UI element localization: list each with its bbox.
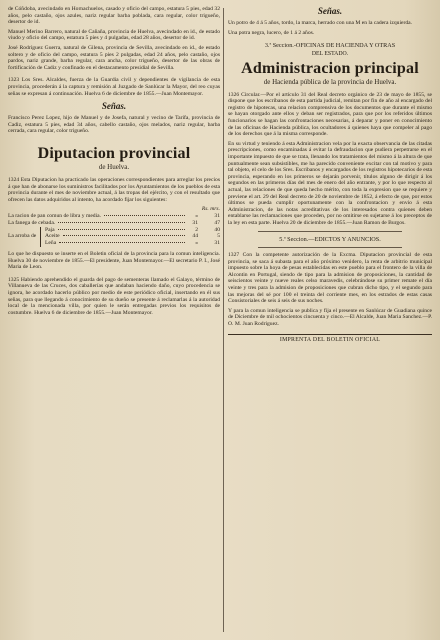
table-row [45, 240, 220, 247]
paragraph: 1326 Circular.—Por el artículo 31 del Real decreto orgánico de 23 de mayo de 1855, se dispone que los escribanos de esta partida judicial, remitan por fin de año al encargado del registro de hipotecas, una relacion comprensiva de los documentos que durante el mismo se hayan otorgado ante ellos y deban ser registrados, para que por los referidos últimos funcionarios se hagan las confrontaciones necesarias, á deparar y poner en conocimiento de las oficinas de Hacienda pública, los ocultadores á quienes haya que compeler al pago de los derechos que á la misma corresponde. [228, 91, 432, 138]
senas-heading: Señas. [317, 6, 343, 16]
column-divider [223, 8, 224, 632]
section-heading: 3.ª Seccion.-OFICINAS DE HACIENDA Y OTRAS [264, 42, 396, 50]
dot-leader [63, 235, 185, 236]
rs-value: 2 [195, 226, 198, 233]
table-row [45, 233, 220, 240]
diputacion-title: Diputacion provincial [37, 144, 191, 162]
brace-line [40, 227, 43, 247]
group-label [8, 227, 40, 247]
dot-leader [59, 242, 185, 243]
mrs-value: 47 [214, 219, 220, 226]
paragraph: Un potro de 4 á 5 años, tordo, la marca, herrado con una M en la cadera izquierda. [228, 20, 413, 26]
table-header: Rs. mrs. [201, 206, 220, 213]
row-label: Leña [45, 240, 57, 247]
dot-leader [58, 229, 185, 230]
rs-value: » [195, 240, 198, 247]
diputacion-subtitle: de Huelva. [98, 162, 130, 171]
paragraph: de Cóñdoba, avecindado en Hornachuelos, casado y oficio del campo, estatura 5 pies, edad 32 años, pelo castaño, ojos azules, nariz regular barba poblada, cara regular, color trigueño, desertor de id. [8, 6, 220, 26]
section-divider [258, 231, 402, 232]
arroba-group [8, 227, 220, 247]
group-label-text: La arroba de [8, 233, 37, 240]
printer-footer: IMPRENTA DEL BOLETIN OFICIAL [228, 334, 432, 344]
table-row [8, 220, 220, 227]
rs-value: 31 [192, 219, 198, 226]
paragraph: 1327 Con la competente autorización de la Excma. Diputacion provincial de esta provincia, se saca á subasta para el año próximo venidero, la renta de arbitrio municipal impuesto sobre la hoya de pesas establecidas en este pueblo para el frontero de la villa de Alcontin en Portugal, siendo de tipo para la admision de proposiciones, la cantidad de seiscientos veinte y nueve reales celso maravedis, celebrándose su primer remate el día veinte y tres para la admision de proposiciones que cubran dicho tipo, y el segundo para las mejoras del sé por 100 el treinta del corriente mes, en los estrados de estas casas Consistoriales de seis á seis de sus noches. [228, 252, 432, 305]
administracion-title: Administracion principal [241, 59, 419, 77]
section-heading-sub: DEL ESTADO. [311, 50, 349, 57]
rs-value: 44 [192, 233, 198, 240]
mrs-value: 40 [214, 226, 220, 233]
paragraph: Una potra negra, lucero, de 1 á 2 años. [228, 29, 315, 36]
dot-leader [58, 222, 185, 223]
left-column [8, 6, 220, 634]
price-table [8, 206, 220, 247]
senas-heading: Señas. [101, 101, 127, 112]
table-row [8, 213, 220, 220]
paragraph: 1323 Los Sres. Alcaldes, fuerza de la Guardia civil y dependientes de vigilancia de esta provincia, procederán á la captura y remisión al Juzgado de Sanlúcar la Mayor, del reo cuyas señas se expresan á continuación. Huelva 6 de diciembre de 1855.—Juan Montemayor. [8, 77, 220, 97]
row-label: La racion de pan comun de libra y media. [8, 213, 102, 220]
administracion-subtitle: de Hacienda pública de la provincia de Huelva. [263, 77, 397, 86]
mrs-value: 31 [214, 213, 220, 220]
right-column [228, 6, 432, 634]
mrs-value: 31 [214, 240, 220, 247]
group-items [45, 227, 220, 247]
mrs-value: 5 [217, 233, 220, 240]
dot-leader [104, 215, 185, 216]
paragraph: 1325 Habiendo aprehendido el guarda del pago de sementeras llamado el Galayo, término de Villanueva de las Cruces, dos caballerías que andaban haciendo daño, cuyo procedencia se ignora, he acordado hacerlo público por medio de este periódico oficial, insertando en él sus señas, para que llegando á conocimiento de su dueño se presente á reclamarlas á la autoridad local de la mencionada villa, por quien le serán entregadas previos los requisitos de costumbre. Huelva 6 de diciembre de 1855.—Juan Montemayor. [8, 276, 220, 316]
paragraph: José Rodríguez Guerra, natural de Gilena, provincia de Sevilla, avecindado en id., de estado soltero y de oficio del campo, estatura 5 pies 2 pulgadas, edad 24 años, pelo castaño, ojos pardos, nariz grande, barba regular, cara ancha, color trigueño, desertor de las obras de fortificación de Cadiz y confinado en el destacamento presidial de Sevilla. [8, 44, 220, 71]
paragraph: En su virtud y teniendo á esta Administracion vela por la exacta observancia de las citadas prescripciones, como encaminadas á evitar la defraudacion que pudiera perpetrarse en el importante impuesto de que se trata, llenando los tratamientos del mismo á la altura de que puntualmente sean subsistibles, me ha parecido conveniente excitar con tal motivo y para tal objeto, el celo de los Sres. Escribanos y encargados de los registros hipotecarios de esta provincia, esperando en los primeros se dejarán porvenir, títulos alguno de dirigir á los segundos en las primeros días del mes de enero del año entrante, y por lo que respecto al actual, las relaciones de que queda hecho mérito, con toda la expresion que se requiere y previene el art. 29 del Real decreto de 20 de noviembre de 1852, á efecto de que, por estos últimos se pueda cumplir oportunamente con la confrontacion y envio á esta Administracion, de las notas acreditativas de los interesados contra quienes deben entablarse las reclamaciones que proceden, por no omitirse en sujetarse á los preceptos de la ley en esta parte. Huelva 20 de diciembre de 1855.—Juan Ramon de Burgos. [228, 140, 432, 226]
row-label: Paja [45, 226, 55, 233]
table-row [45, 227, 220, 234]
paragraph: Y para la comun inteligencia se publica y fija el presente en Sanlúcar de Guadiana quince de Diciembre de mil ochocientos cincuenta y cinco.—El Alcalde, Juan Maria Sanchez.—P. O. M. Juan Rodriguez. [228, 307, 432, 327]
paragraph: Lo que he dispuesto se inserte en el Boletin oficial de la provincia para la comun inteligencia. Huelva 30 de noviembre de 1855.—El presidente, Juan Montemayor.—El secretario P. I., José Maria de Leon. [8, 251, 220, 271]
paragraph: Manuel Merino Barrero, natural de Cañaña, provincia de Huelva, avecindado en id., de estado viudo y oficio del campo, estatura 5 pies y 4 pulgadas, edad 28 años, desertor de id. [8, 28, 220, 42]
paragraph: 1324 Esta Diputacion ha practicado las operaciones correspondientes para arreglar los precios á que han de abonarse los suministros facilitados por los Ayuntamientos de los pueblos de esta provincia durante el mes de noviembre actual, á las tropas del ejército, y con el resultado que ofrecen las datos adquiridos al intento, ha acordado fijar los siguientes: [8, 176, 220, 203]
row-label: La fanega de cebada. [8, 219, 56, 226]
row-label: Aceite [45, 233, 60, 240]
rs-value: » [195, 213, 198, 220]
paragraph: Francisco Perez Lopez, hijo de Manuel y de Josefa, natural y vecino de Tarifa, provincia de Cadiz, estatura 5 pies, edad 34 años, cabello castaño, ojos melados, nariz regular, barba cerrada, cara regular, color trigueño. [8, 115, 220, 135]
section-heading: 5.ª Seccion.—EDICTOS Y ANUNCIOS. [279, 235, 381, 243]
section-divider [258, 247, 402, 248]
